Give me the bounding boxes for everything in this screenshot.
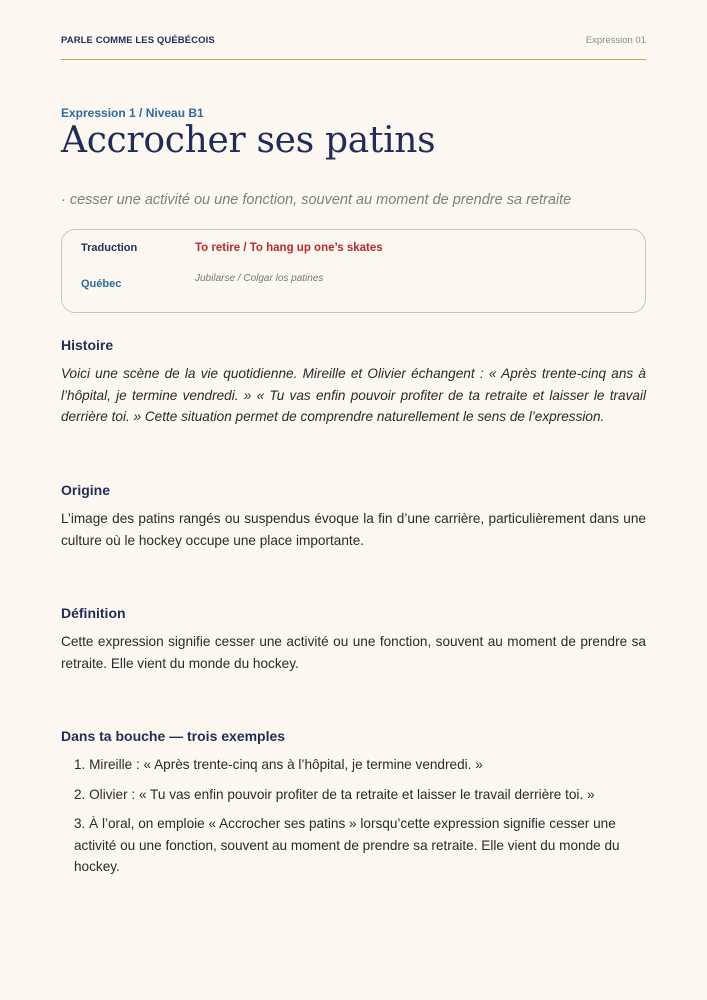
example-item-1: 1. Mireille : « Après trente-cinq ans à l’hôpital, je termine vendredi. »	[74, 757, 483, 772]
example-item-2: 2. Olivier : « Tu vas enfin pouvoir profiter de ta retraite et laisser le travail derrière toi. »	[74, 786, 595, 802]
header-divider	[61, 59, 646, 60]
definition-text: Cette expression signifie cesser une activité ou une fonction, souvent au moment de prendre sa retraite. Elle vient du monde du hockey.	[61, 634, 646, 671]
example-item-3: 3. À l’oral, on emploie « Accrocher ses patins » lorsqu’cette expression signifie cesser une activité ou une fonction, souvent au moment de prendre sa retraite. Elle vient du monde du hockey.	[74, 816, 620, 874]
origine-text: L’image des patins rangés ou suspendus évoque la fin d’une carrière, particulièrement dans une culture où le hockey occupe une place importante.	[61, 511, 646, 548]
expression-summary: · cesser une activité ou une fonction, souvent au moment de prendre sa retraite	[61, 192, 572, 208]
translation-card	[61, 229, 646, 313]
definition-heading: Définition	[61, 605, 126, 621]
section-exemples	[61, 728, 646, 886]
quebec-label: Québec	[81, 278, 122, 290]
examples-list	[61, 754, 646, 878]
section-definition	[61, 605, 646, 674]
page-label: Expression 01	[585, 34, 646, 46]
document-page	[61, 0, 646, 1000]
origine-heading: Origine	[61, 482, 111, 498]
histoire-heading: Histoire	[61, 337, 114, 353]
traduction-label: Traduction	[81, 242, 138, 254]
section-origine	[61, 482, 646, 551]
traduction-value: To retire / To hang up one’s skates	[195, 242, 383, 254]
expression-kicker: Expression 1 / Niveau B1	[61, 106, 204, 120]
quebec-value: Jubilarse / Colgar los patines	[195, 273, 324, 284]
section-histoire	[61, 337, 646, 428]
exemples-heading: Dans ta bouche — trois exemples	[61, 728, 286, 744]
expression-title: Accrocher ses patins	[61, 120, 436, 161]
brand-title: PARLE COMME LES QUÉBÉCOIS	[61, 34, 215, 46]
histoire-text: Voici une scène de la vie quotidienne. Mireille et Olivier échangent : « Après trente-cinq ans à l’hôpital, je termine vendredi. » « Tu vas enfin pouvoir profiter de ta retraite et laisser le travail derrière toi. » Cette situation permet de comprendre naturellement le sens de l’expression.	[61, 366, 646, 424]
page-header	[61, 33, 646, 47]
